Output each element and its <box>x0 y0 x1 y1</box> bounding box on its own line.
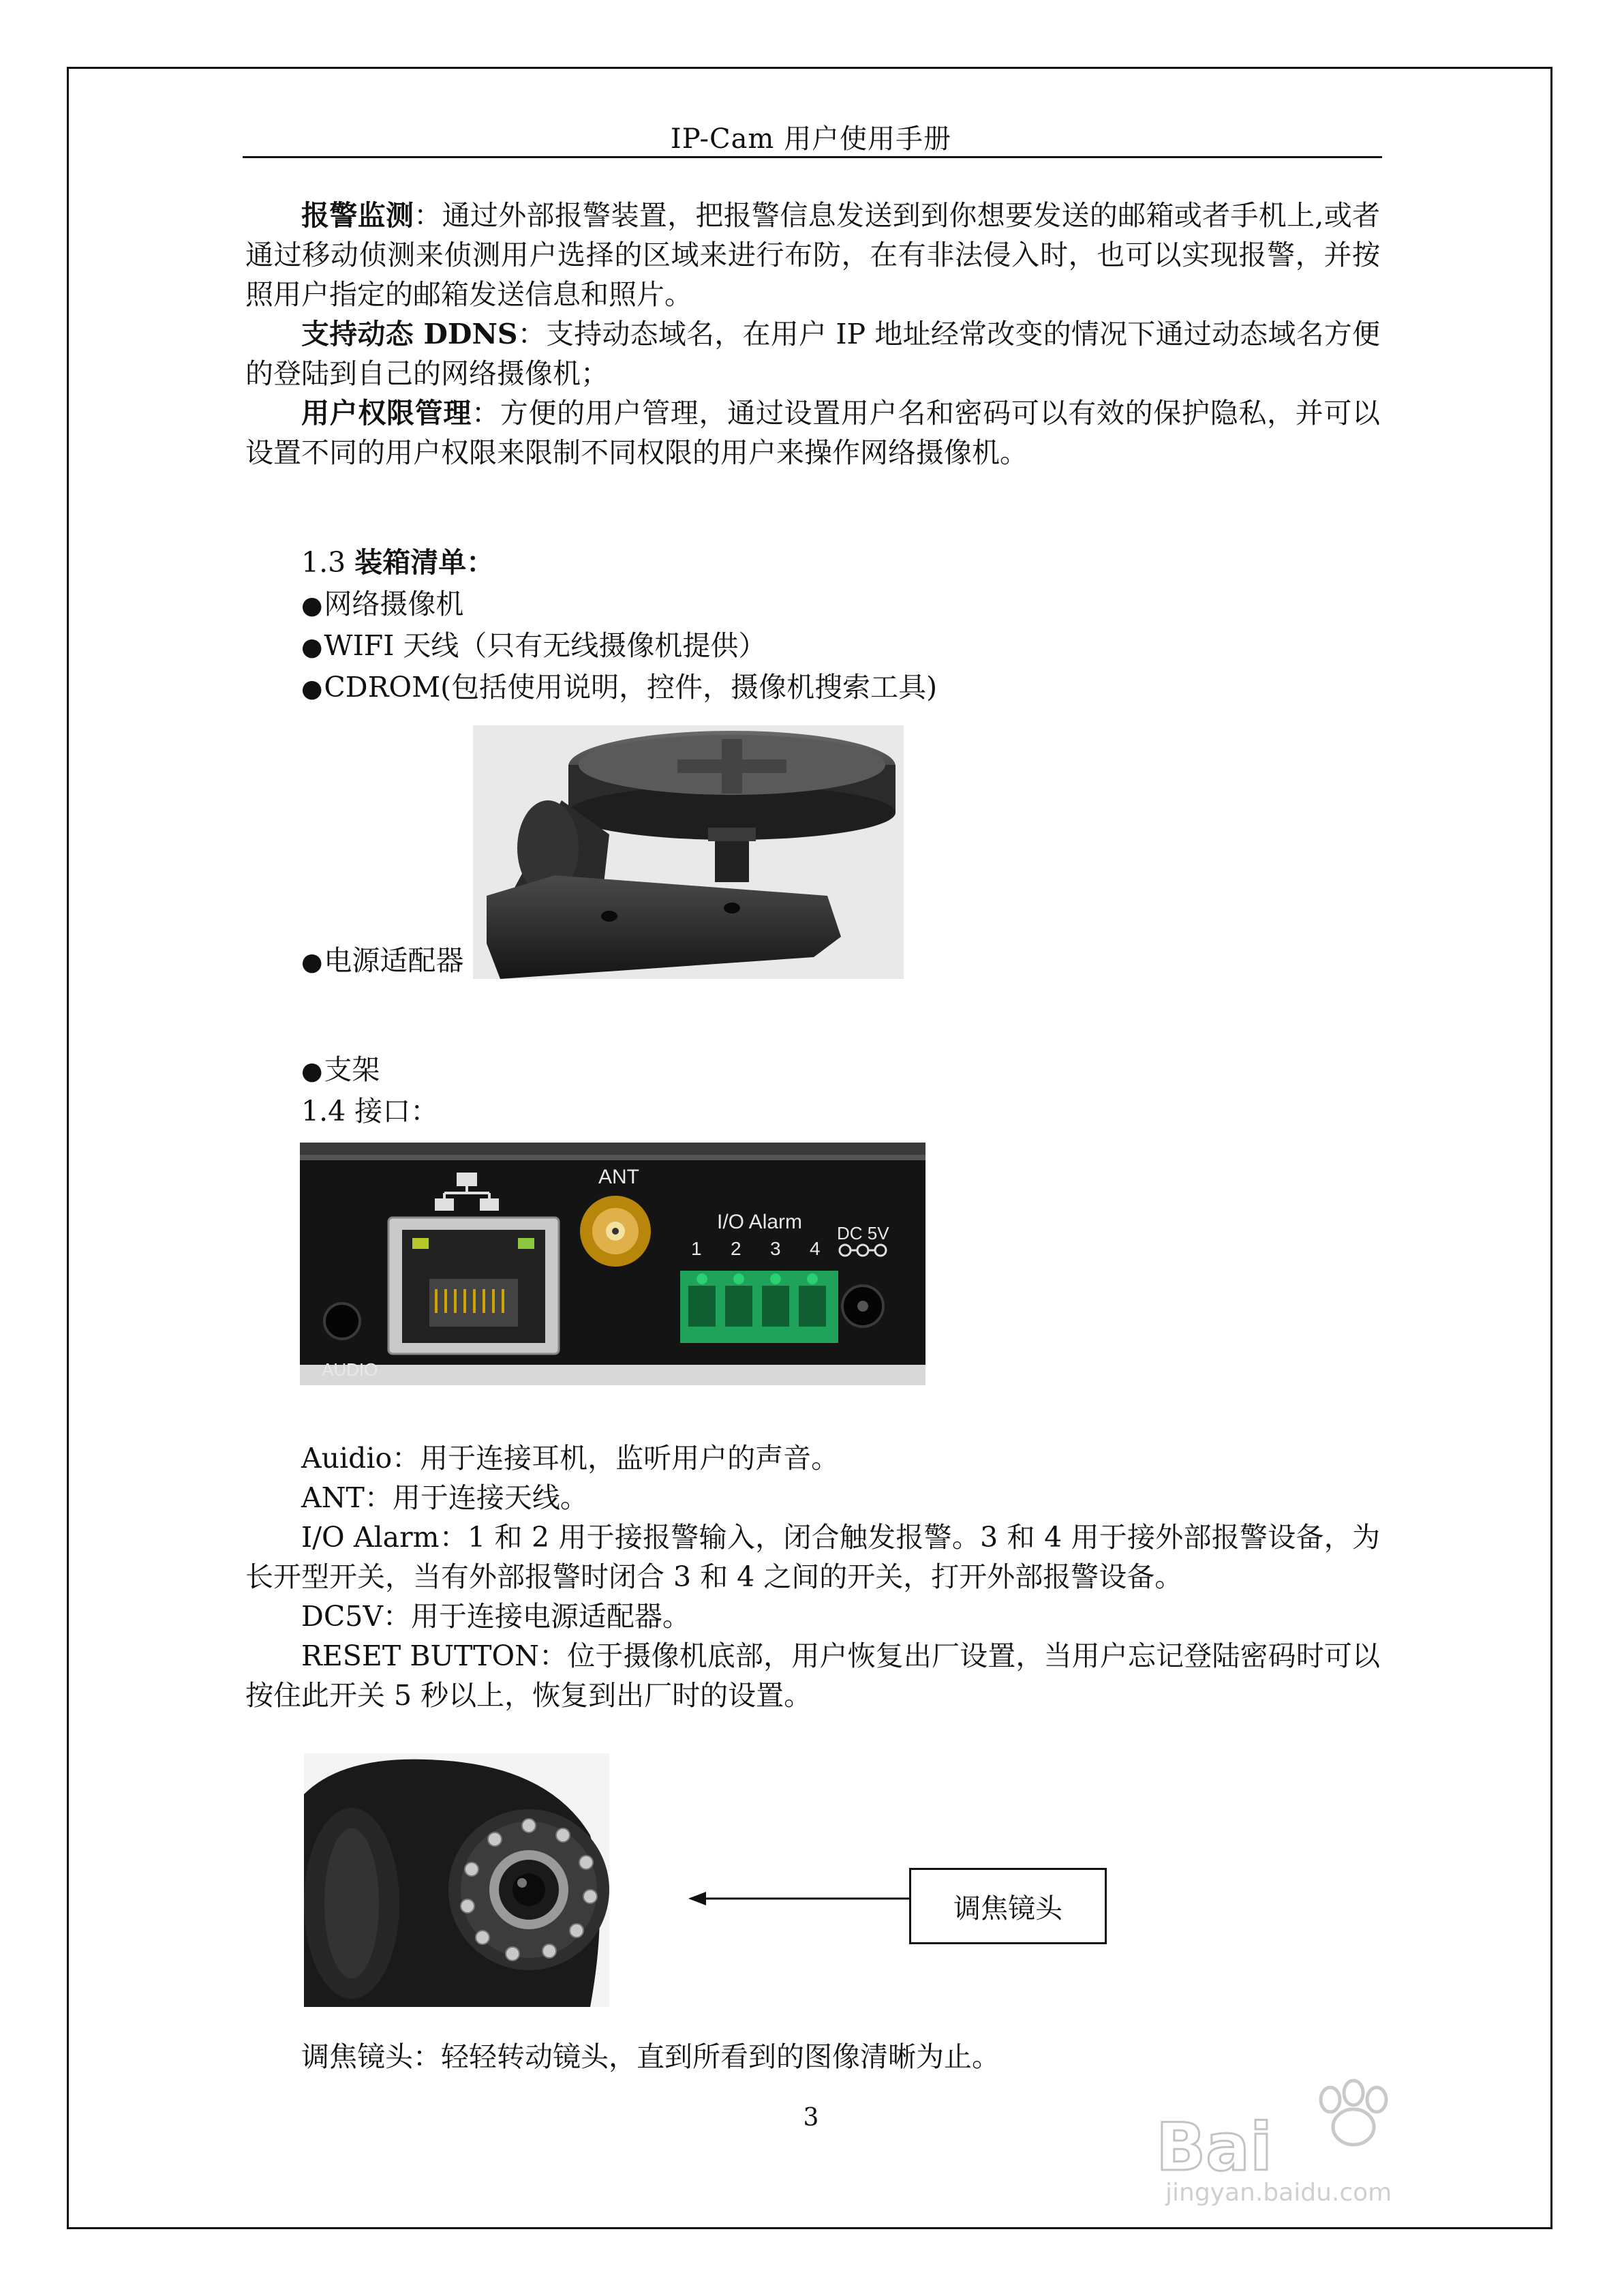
mount-bracket-photo <box>473 725 904 979</box>
focus-description-block <box>245 2037 1380 2076</box>
feature-sep: ： <box>414 199 442 232</box>
interface-text: ：用于连接天线。 <box>364 1481 588 1514</box>
interface-term: RESET BUTTON <box>301 1640 539 1672</box>
network-icon <box>436 1174 498 1209</box>
feature-text: 通过外部报警装置，把报警信息发送到到你想要发送的邮箱或者手机上,或者通过移动侦测来侦测用户选择的区域来进行布防，在有非法侵入时，也可以实现报警，并按照用户指定的邮箱发送信息和照片。 <box>245 199 1381 311</box>
packing-item <box>301 667 937 709</box>
watermark-sub: jingyan.baidu.com <box>1165 2179 1392 2207</box>
interface-text: ：用于连接耳机，监听用户的声音。 <box>392 1442 840 1475</box>
interface-item <box>245 1597 1380 1636</box>
header-rule <box>243 156 1382 158</box>
bullet-icon: ● <box>301 948 323 976</box>
rear-panel-photo <box>300 1143 925 1385</box>
interface-term: I/O Alarm <box>301 1521 440 1554</box>
dc-label: DC 5V <box>837 1223 889 1243</box>
watermark-main: Bai <box>1156 2109 1272 2186</box>
feature-paragraph-ddns <box>245 314 1380 393</box>
feature-text: 支持动态域名，在用户 IP 地址经常改变的情况下通过动态域名方便的登陆到自己的网络摄像机； <box>245 318 1381 390</box>
pin-label: 2 <box>731 1238 741 1259</box>
interface-term: Auidio <box>301 1442 393 1475</box>
feature-sep: ： <box>472 397 500 429</box>
feature-paragraph-alarm <box>245 196 1380 314</box>
interface-term: ANT <box>301 1481 365 1514</box>
interfaces-heading: 1.4 接口： <box>301 1095 439 1128</box>
bullet-icon: ● <box>301 675 323 703</box>
packing-heading <box>301 543 494 582</box>
io-alarm-label: I/O Alarm <box>717 1211 803 1233</box>
pin-label: 4 <box>810 1238 821 1259</box>
callout-arrow <box>688 1888 913 1909</box>
interface-text: ：用于连接电源适配器。 <box>382 1600 690 1633</box>
packing-item-label: 电源适配器 <box>324 944 464 977</box>
interface-item <box>245 1517 1380 1597</box>
focus-description: 调焦镜头：轻轻转动镜头，直到所看到的图像清晰为止。 <box>301 2040 1000 2073</box>
packing-heading-text: 装箱清单： <box>354 546 495 579</box>
packing-item <box>301 626 766 667</box>
interface-term: DC5V <box>301 1600 383 1633</box>
packing-heading-number: 1.3 <box>301 546 355 579</box>
packing-item-label: 网络摄像机 <box>324 588 464 620</box>
audio-label: AUDIO <box>322 1359 378 1380</box>
focus-lens-callout: 调焦镜头 <box>909 1868 1107 1944</box>
packing-item <box>301 584 463 626</box>
feature-sep: ： <box>517 318 546 350</box>
bullet-icon: ● <box>301 633 323 661</box>
packing-item <box>301 941 463 982</box>
baidu-watermark <box>1152 2072 1533 2209</box>
bullet-icon: ● <box>301 1057 323 1085</box>
packing-item-label: 支架 <box>324 1053 380 1086</box>
page-number: 3 <box>803 2104 819 2132</box>
feature-text: 方便的用户管理，通过设置用户名和密码可以有效的保护隐私，并可以设置不同的用户权限来限制不同权限的用户来操作网络摄像机。 <box>245 397 1381 469</box>
packing-item-label: CDROM(包括使用说明，控件，摄像机搜索工具) <box>324 671 938 704</box>
feature-paragraph-users <box>245 393 1380 472</box>
interface-text: ：位于摄像机底部，用户恢复出厂设置，当用户忘记登陆密码时可以按住此开关 5 秒以上，恢复到出厂时的设置。 <box>245 1640 1381 1712</box>
feature-term: 用户权限管理 <box>301 397 472 429</box>
pin-label: 1 <box>691 1238 702 1259</box>
alarm-pin-numbers <box>691 1238 855 1260</box>
ant-label: ANT <box>598 1166 639 1188</box>
feature-term: 支持动态 DDNS <box>301 318 518 350</box>
packing-item <box>301 1050 380 1091</box>
interface-descriptions <box>245 1438 1380 1715</box>
page-header-title: IP-Cam 用户使用手册 <box>670 123 952 155</box>
packing-item-label: WIFI 天线（只有无线摄像机提供） <box>324 629 767 662</box>
interface-item <box>245 1438 1380 1478</box>
interface-text: ：1 和 2 用于接报警输入，闭合触发报警。3 和 4 用于接外部报警设备，为长开型开关，当有外部报警时闭合 3 和 4 之间的开关，打开外部报警设备。 <box>245 1521 1380 1593</box>
features-section <box>245 196 1380 472</box>
pin-label: 3 <box>770 1238 781 1259</box>
bullet-icon: ● <box>301 592 323 620</box>
feature-term: 报警监测 <box>301 199 414 232</box>
camera-lens-photo <box>304 1753 609 2007</box>
interface-item <box>245 1636 1380 1715</box>
interface-item <box>245 1478 1380 1517</box>
